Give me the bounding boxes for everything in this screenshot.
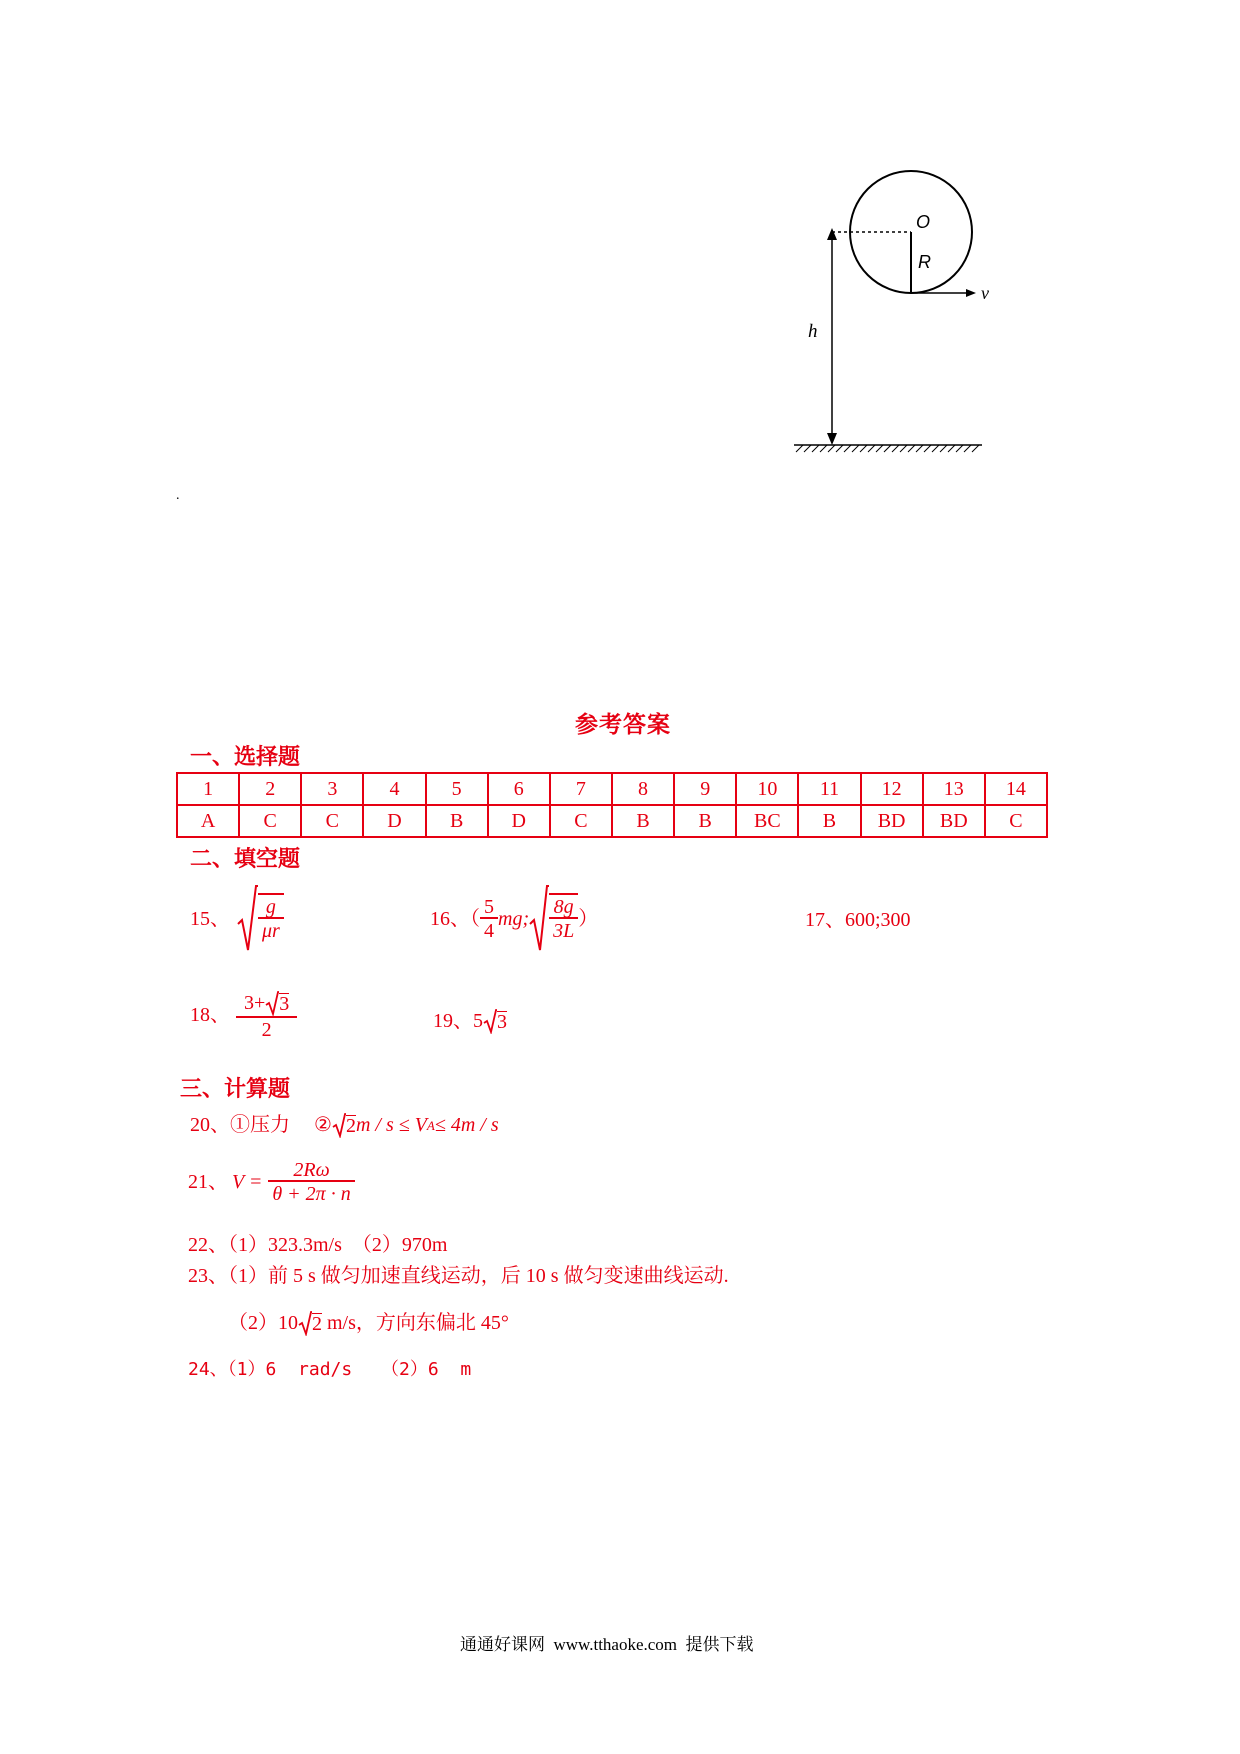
answer-table-answers-row [177, 805, 1047, 837]
question-number: 7 [550, 773, 612, 805]
q16-label: 16、（ [430, 908, 480, 930]
answer-cell: B [612, 805, 674, 837]
q19-label: 19、5 [433, 1010, 483, 1032]
answer-cell: C [239, 805, 301, 837]
footer-credit: 通通好课网 www.tthaoke.com 提供下载 [460, 1635, 754, 1654]
q16-root-numerator: 8g [553, 896, 574, 918]
question-number: 12 [861, 773, 923, 805]
answer-cell: C [301, 805, 363, 837]
answer-table-numbers-row [177, 773, 1047, 805]
question-number: 2 [239, 773, 301, 805]
q21-fraction [268, 1160, 354, 1204]
velocity-label: v [981, 283, 989, 303]
answer-q23-line1: 23、（1）前 5 s 做匀加速直线运动，后 10 s 做匀变速曲线运动. [188, 1265, 729, 1287]
answer-q21 [188, 1160, 355, 1204]
q15-denominator: μr [258, 917, 284, 941]
q21-lhs: V = [232, 1171, 263, 1193]
q18-num-a: 3+ [244, 992, 266, 1014]
q21-numerator: 2Rω [293, 1159, 330, 1181]
ground-hatching [796, 445, 979, 452]
q23-line2b: m/s，方向东偏北 45° [322, 1312, 509, 1334]
q18-sqrt-sign [265, 990, 279, 1016]
q20-part1: 20、①压力 [190, 1114, 290, 1136]
answer-cell: BD [923, 805, 985, 837]
answer-q16 [430, 884, 598, 954]
answer-q18 [190, 990, 293, 1040]
question-number: 4 [363, 773, 425, 805]
answer-cell: A [177, 805, 239, 837]
circle-motion-diagram [780, 160, 1020, 460]
question-number: 1 [177, 773, 239, 805]
q15-numerator: g [265, 896, 276, 918]
question-number: 11 [798, 773, 860, 805]
velocity-arrowhead [966, 289, 976, 297]
q19-sqrt-sign [483, 1008, 497, 1034]
answer-cell: D [488, 805, 550, 837]
answer-cell: BD [861, 805, 923, 837]
q23-sqrt-sign [298, 1310, 312, 1336]
question-number: 10 [736, 773, 798, 805]
answer-q15 [190, 884, 284, 954]
answer-key-title: 参考答案 [575, 712, 671, 737]
answer-cell: B [426, 805, 488, 837]
answer-cell: C [550, 805, 612, 837]
answer-cell: B [798, 805, 860, 837]
q16-frac-numerator: 5 [484, 896, 494, 918]
question-number: 5 [426, 773, 488, 805]
answer-table [176, 772, 1048, 838]
radius-label: R [918, 252, 931, 272]
q18-denominator: 2 [236, 1016, 297, 1040]
question-number: 6 [488, 773, 550, 805]
answer-q22: 22、（1）323.3m/s （2）970m [188, 1234, 448, 1256]
question-number: 9 [674, 773, 736, 805]
q18-label: 18、 [190, 1004, 230, 1026]
q20-expr: m / s ≤ V [355, 1114, 427, 1136]
height-label: h [808, 321, 818, 342]
answer-q19 [433, 1008, 507, 1034]
question-number: 13 [923, 773, 985, 805]
answer-q23-line2 [228, 1310, 509, 1336]
q20-sqrt-sign [332, 1112, 346, 1138]
q23-line2a: （2）10 [228, 1312, 298, 1334]
q16-fraction [480, 897, 498, 941]
answer-q20 [190, 1112, 499, 1138]
q20-sub: A [426, 1117, 435, 1133]
stray-mark: . [176, 488, 180, 503]
answer-q17: 17、600;300 [805, 909, 911, 931]
q20-expr2: ≤ 4m / s [434, 1114, 499, 1136]
section3-heading: 三、计算题 [180, 1076, 291, 1101]
q16-sqrt-sign [529, 884, 549, 954]
answer-cell: D [363, 805, 425, 837]
q15-label: 15、 [190, 908, 230, 930]
center-label: O [916, 212, 931, 232]
q16-close: ） [578, 908, 599, 930]
q16-root-denominator: 3L [549, 917, 578, 941]
q18-numerator [240, 990, 293, 1016]
answer-q24: 24、（1）6 rad/s （2）6 m [188, 1359, 472, 1380]
question-number: 3 [301, 773, 363, 805]
q16-frac-denominator: 4 [480, 917, 498, 941]
q19-root: 3 [497, 1010, 507, 1033]
height-arrowhead-bottom [827, 433, 837, 445]
answer-cell: B [674, 805, 736, 837]
q20-part2: ② [314, 1114, 332, 1136]
q23-root: 2 [312, 1312, 322, 1335]
q21-label: 21、 [188, 1171, 228, 1193]
answer-cell: BC [736, 805, 798, 837]
q21-denominator: θ + 2π · n [268, 1180, 354, 1204]
section1-heading: 一、选择题 [190, 744, 301, 769]
section2-heading: 二、填空题 [190, 846, 301, 871]
q16-mg: mg; [498, 908, 530, 930]
q18-root: 3 [279, 992, 290, 1015]
answer-cell: C [985, 805, 1047, 837]
question-number: 14 [985, 773, 1047, 805]
question-number: 8 [612, 773, 674, 805]
q20-root: 2 [345, 1114, 356, 1137]
q15-sqrt-sign [236, 884, 258, 954]
q18-fraction [240, 990, 293, 1040]
height-arrowhead-top [827, 228, 837, 240]
q16-root-fraction [549, 893, 578, 941]
q15-fraction [258, 893, 284, 941]
